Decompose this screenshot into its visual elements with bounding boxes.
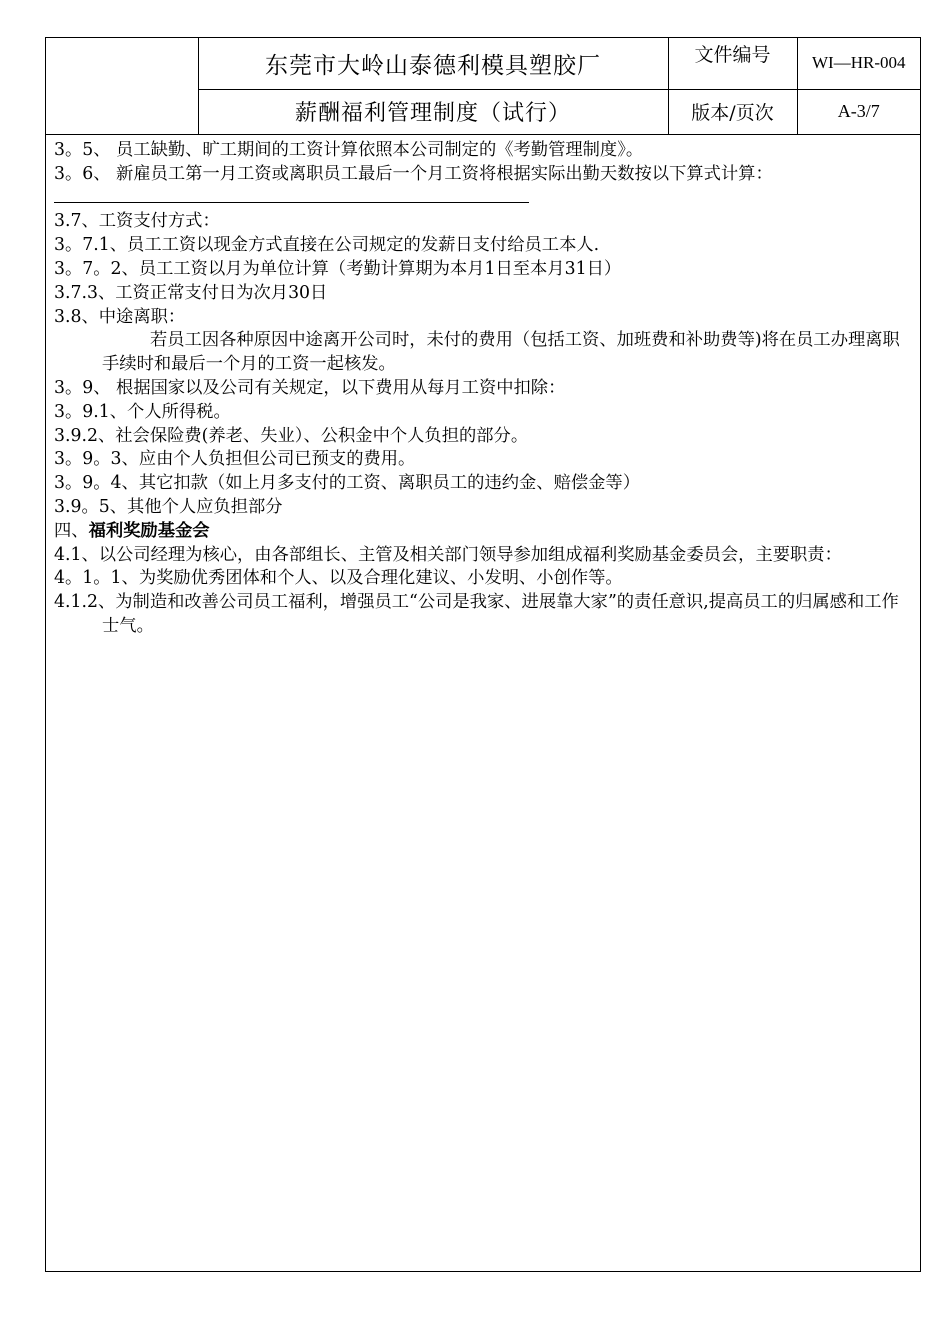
clause-4-1-2: 4.1.2、为制造和改善公司员工福利，增强员工“公司是我家、进展靠大家”的责任意识,提高员工的归属感和工作士气。 — [54, 592, 899, 636]
clause-3-7: 3.7、工资支付方式： — [54, 211, 220, 232]
version-value: A-3/7 — [797, 89, 920, 134]
doc-no-label: 文件编号 — [668, 38, 797, 89]
section-4-prefix: 四、 — [54, 520, 89, 541]
section-4-heading — [54, 520, 916, 544]
clause-4-1: 4.1、以公司经理为核心，由各部组长、主管及相关部门领导参加组成福利奖励基金委员会，主要职责： — [54, 544, 842, 565]
logo-cell — [46, 38, 198, 134]
doc-no-value: WI—HR-004 — [797, 38, 920, 89]
clause-3-6-text: 3。6、 新雇员工第一月工资或离职员工最后一个月工资将根据实际出勤天数按以下算式计算： — [54, 163, 773, 184]
clause-3-5: 3。5、 员工缺勤、旷工期间的工资计算依照本公司制定的《考勤管理制度》。 — [54, 140, 644, 160]
clause-4-1-1: 4。1。1、为奖励优秀团体和个人、以及合理化建议、小发明、小创作等。 — [54, 568, 623, 589]
formula-blank — [54, 188, 529, 203]
document-frame — [45, 37, 921, 1272]
document-body — [54, 139, 916, 639]
clause-3-8: 3.8、中途离职： — [54, 306, 186, 327]
section-4-title: 福利奖励基金会 — [88, 520, 210, 541]
clause-3-7-3: 3.7.3、工资正常支付日为次月30日 — [54, 282, 328, 303]
clause-3-9-3: 3。9。3、应由个人负担但公司已预支的费用。 — [54, 449, 416, 470]
company-name: 东莞市大岭山泰德利模具塑胶厂 — [198, 38, 668, 89]
clause-3-7-1: 3。7.1、员工工资以现金方式直接在公司规定的发薪日支付给员工本人. — [54, 235, 600, 256]
clause-3-9: 3。9、 根据国家以及公司有关规定，以下费用从每月工资中扣除： — [54, 377, 566, 398]
doc-title: 薪酬福利管理制度（试行） — [198, 89, 668, 134]
version-label: 版本/页次 — [668, 89, 797, 134]
clause-3-7-2: 3。7。2、员工工资以月为单位计算（考勤计算期为本月1日至本月31日） — [54, 258, 622, 279]
clause-3-8-body: 若员工因各种原因中途离开公司时，未付的费用（包括工资、加班费和补助费等)将在员工办理离职手续时和最后一个月的工资一起核发。 — [102, 330, 900, 375]
header-table — [46, 38, 920, 135]
clause-3-9-4: 3。9。4、其它扣款（如上月多支付的工资、离职员工的违约金、赔偿金等） — [54, 473, 640, 494]
clause-3-9-5: 3.9。5、其他个人应负担部分 — [54, 496, 283, 517]
clause-3-9-2: 3.9.2、社会保险费(养老、失业）、公积金中个人负担的部分。 — [54, 425, 529, 446]
clause-3-6 — [54, 163, 916, 211]
clause-3-9-1: 3。9.1、个人所得税。 — [54, 401, 231, 422]
